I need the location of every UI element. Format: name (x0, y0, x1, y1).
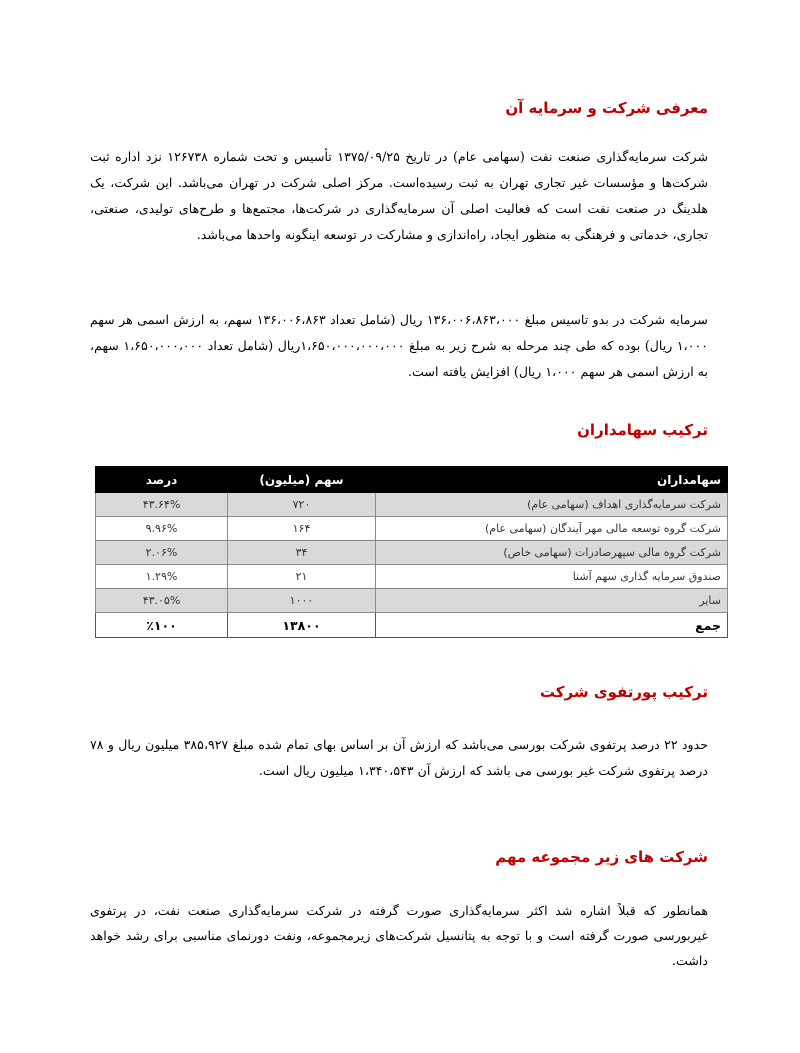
table-row (96, 517, 728, 541)
company-intro-paragraph: شرکت سرمایه‌گذاری صنعت نفت (سهامی عام) در تاریخ ۱۳۷۵/۰۹/۲۵ تأسیس و تحت شماره ۱۲۶۷۳۸ نزد اداره ثبت شرکت‌ها و مؤسسات غیر تجاری تهران به ثبت رسیده‌است. مرکز اصلی شرکت در تهران می‌باشد. این شرکت، یک هلدینگ در صنعت نفت است که فعالیت اصلی آن سرمایه‌گذاری در شرکت‌ها، مجتمع‌ها و طرح‌های تولیدی، صنعتی، تجاری، خدماتی و فرهنگی به منظور ایجاد، راه‌اندازی و مشارکت در توسعه اینگونه واحدها می‌باشد. (90, 149, 709, 242)
shareholder-name: شرکت گروه مالی سپهرصادرات (سهامی خاص) (376, 541, 728, 565)
table-total-row (96, 613, 728, 638)
table-header-row (96, 467, 728, 493)
table-row (96, 541, 728, 565)
shareholder-percent: ۱.۲۹% (96, 565, 228, 589)
shareholder-percent: ۹.۹۶% (96, 517, 228, 541)
shareholder-name: شرکت گروه توسعه مالی مهر آیندگان (سهامی عام) (376, 517, 728, 541)
section-title-shareholders: ترکیب سهامداران (577, 421, 708, 439)
total-shares: ۱۳۸۰۰ (228, 613, 376, 638)
shareholder-percent: ۲.۰۶% (96, 541, 228, 565)
total-percent: ٪۱۰۰ (96, 613, 228, 638)
total-label: جمع (376, 613, 728, 638)
shareholder-shares: ۳۴ (228, 541, 376, 565)
shareholder-name: سایر (376, 589, 728, 613)
capital-history-paragraph: سرمایه شرکت در بدو تاسیس مبلغ ۱۳۶،۰۰۶،۸۶۳،۰۰۰ ریال (شامل تعداد ۱۳۶،۰۰۶،۸۶۳ سهم، به ارزش اسمی هر سهم ۱،۰۰۰ ریال) بوده که طی چند مرحله به شرح زیر به مبلغ ۱،۶۵۰،۰۰۰،۰۰۰،۰۰۰ریال (شامل تعداد ۱،۶۵۰،۰۰۰،۰۰۰ سهم، به ارزش اسمی هر سهم ۱،۰۰۰ ریال) افزایش یافته است. (90, 312, 708, 379)
shareholder-shares: ۷۲۰ (228, 493, 376, 517)
shareholder-shares: ۱۶۴ (228, 517, 376, 541)
section-title-portfolio: ترکیب پورتفوی شرکت (539, 683, 708, 701)
table-row (96, 589, 728, 613)
shareholder-name: صندوق سرمایه گذاری سهم آشنا (376, 565, 728, 589)
shareholder-percent: ۴۳.۶۴% (96, 493, 228, 517)
table-row (96, 565, 728, 589)
shareholders-table (95, 466, 728, 638)
shareholder-shares: ۱۰۰۰ (228, 589, 376, 613)
subsidiaries-paragraph: همانطور که قبلاً اشاره شد اکثر سرمایه‌گذاری صورت گرفته در شرکت سرمایه‌گذاری صنعت نفت، در پرتفوی غیربورسی صورت گرفته است و با توجه به پتانسیل شرکت‌های زیرمجموعه، ونفت دورنمای مناسبی برای رشد خواهد داشت. (90, 903, 708, 968)
section-title-company-intro: معرفی شرکت و سرمایه آن (505, 99, 708, 117)
column-header-shareholders: سهامداران (376, 467, 728, 493)
column-header-percent: درصد (96, 467, 228, 493)
table-row (96, 493, 728, 517)
shareholder-name: شرکت سرمایه‌گذاری اهداف (سهامی عام) (376, 493, 728, 517)
shareholder-shares: ۲۱ (228, 565, 376, 589)
section-title-subsidiaries: شرکت های زیر مجموعه مهم (495, 848, 708, 866)
shareholder-percent: ۴۳.۰۵% (96, 589, 228, 613)
column-header-shares: سهم (میلیون) (228, 467, 376, 493)
portfolio-paragraph: حدود ۲۲ درصد پرتفوی شرکت بورسی می‌باشد که ارزش آن بر اساس بهای تمام شده مبلغ ۳۸۵،۹۲۷ میلیون ریال و ۷۸ درصد پرتفوی شرکت غیر بورسی می باشد که ارزش آن ۱،۳۴۰،۵۴۳ میلیون ریال است. (90, 737, 708, 778)
